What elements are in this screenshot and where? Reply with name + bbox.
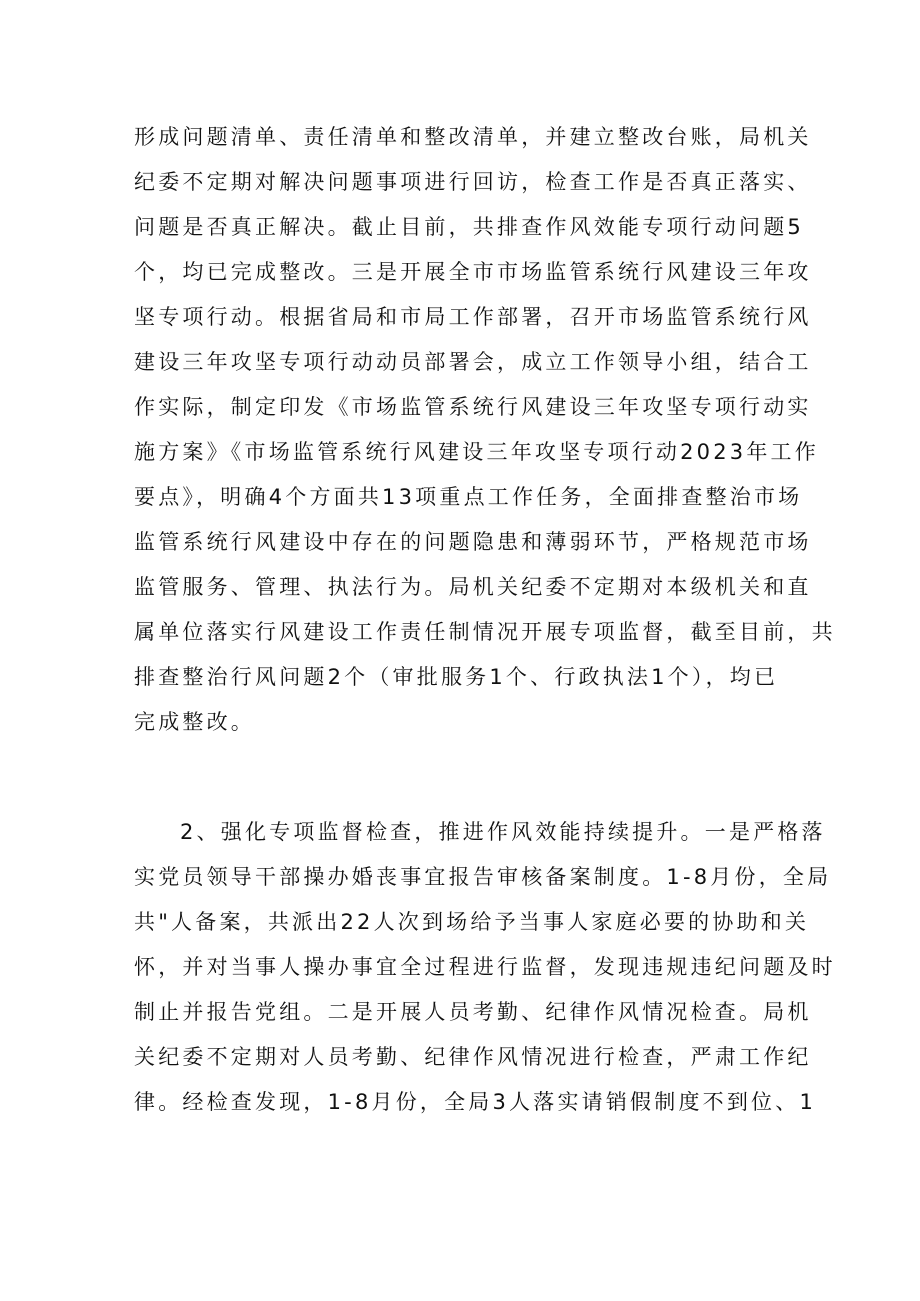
paragraph-1-line-3: 问题是否真正解决。截止目前，共排查作风效能专项行动问题5	[134, 215, 804, 239]
paragraph-2-line-3: 共"人备案，共派出22人次到场给予当事人家庭必要的协助和关	[134, 910, 810, 934]
paragraph-1-line-4: 个，均已完成整改。三是开展全市市场监管系统行风建设三年攻	[134, 260, 812, 284]
paragraph-2-line-5: 制止并报告党组。二是开展人员考勤、纪律作风情况检查。局机	[134, 1000, 812, 1024]
paragraph-2-line-2: 实党员领导干部操办婚丧事宜报告审核备案制度。1-8月份，全局	[134, 865, 832, 889]
paragraph-1-line-9: 要点》，明确4个方面共13项重点工作任务，全面排查整治市场	[134, 485, 803, 509]
paragraph-1-line-7: 作实际，制定印发《市场监管系统行风建设三年攻坚专项行动实	[134, 395, 812, 419]
paragraph-1-line-10: 监管系统行风建设中存在的问题隐患和薄弱环节，严格规范市场	[134, 530, 812, 554]
paragraph-1-line-11: 监管服务、管理、执法行为。局机关纪委不定期对本级机关和直	[134, 575, 812, 599]
paragraph-1-line-1: 形成问题清单、责任清单和整改清单，并建立整改台账，局机关	[134, 125, 812, 149]
paragraph-1-line-6: 建设三年攻坚专项行动动员部署会，成立工作领导小组，结合工	[134, 350, 812, 374]
paragraph-2-line-6: 关纪委不定期对人员考勤、纪律作风情况进行检查，严肃工作纪	[134, 1045, 812, 1069]
paragraph-2-line-4: 怀，并对当事人操办事宜全过程进行监督，发现违规违纪问题及时	[134, 955, 836, 979]
paragraph-1-line-2: 纪委不定期对解决问题事项进行回访，检查工作是否真正落实、	[134, 170, 812, 194]
paragraph-2-line-1: 2、强化专项监督检查，推进作风效能持续提升。一是严格落	[180, 820, 826, 844]
paragraph-2-line-7: 律。经检查发现，1-8月份，全局3人落实请销假制度不到位、1	[134, 1090, 817, 1114]
paragraph-1-line-8: 施方案》《市场监管系统行风建设三年攻坚专项行动2023年工作	[134, 440, 819, 464]
paragraph-1-line-14: 完成整改。	[134, 710, 255, 734]
paragraph-1-line-5: 坚专项行动。根据省局和市局工作部署，召开市场监管系统行风	[134, 305, 812, 329]
paragraph-1-line-12: 属单位落实行风建设工作责任制情况开展专项监督，截至目前，共	[134, 620, 836, 644]
paragraph-1-line-13: 排查整治行风问题2个（审批服务1个、行政执法1个），均已	[134, 665, 779, 689]
